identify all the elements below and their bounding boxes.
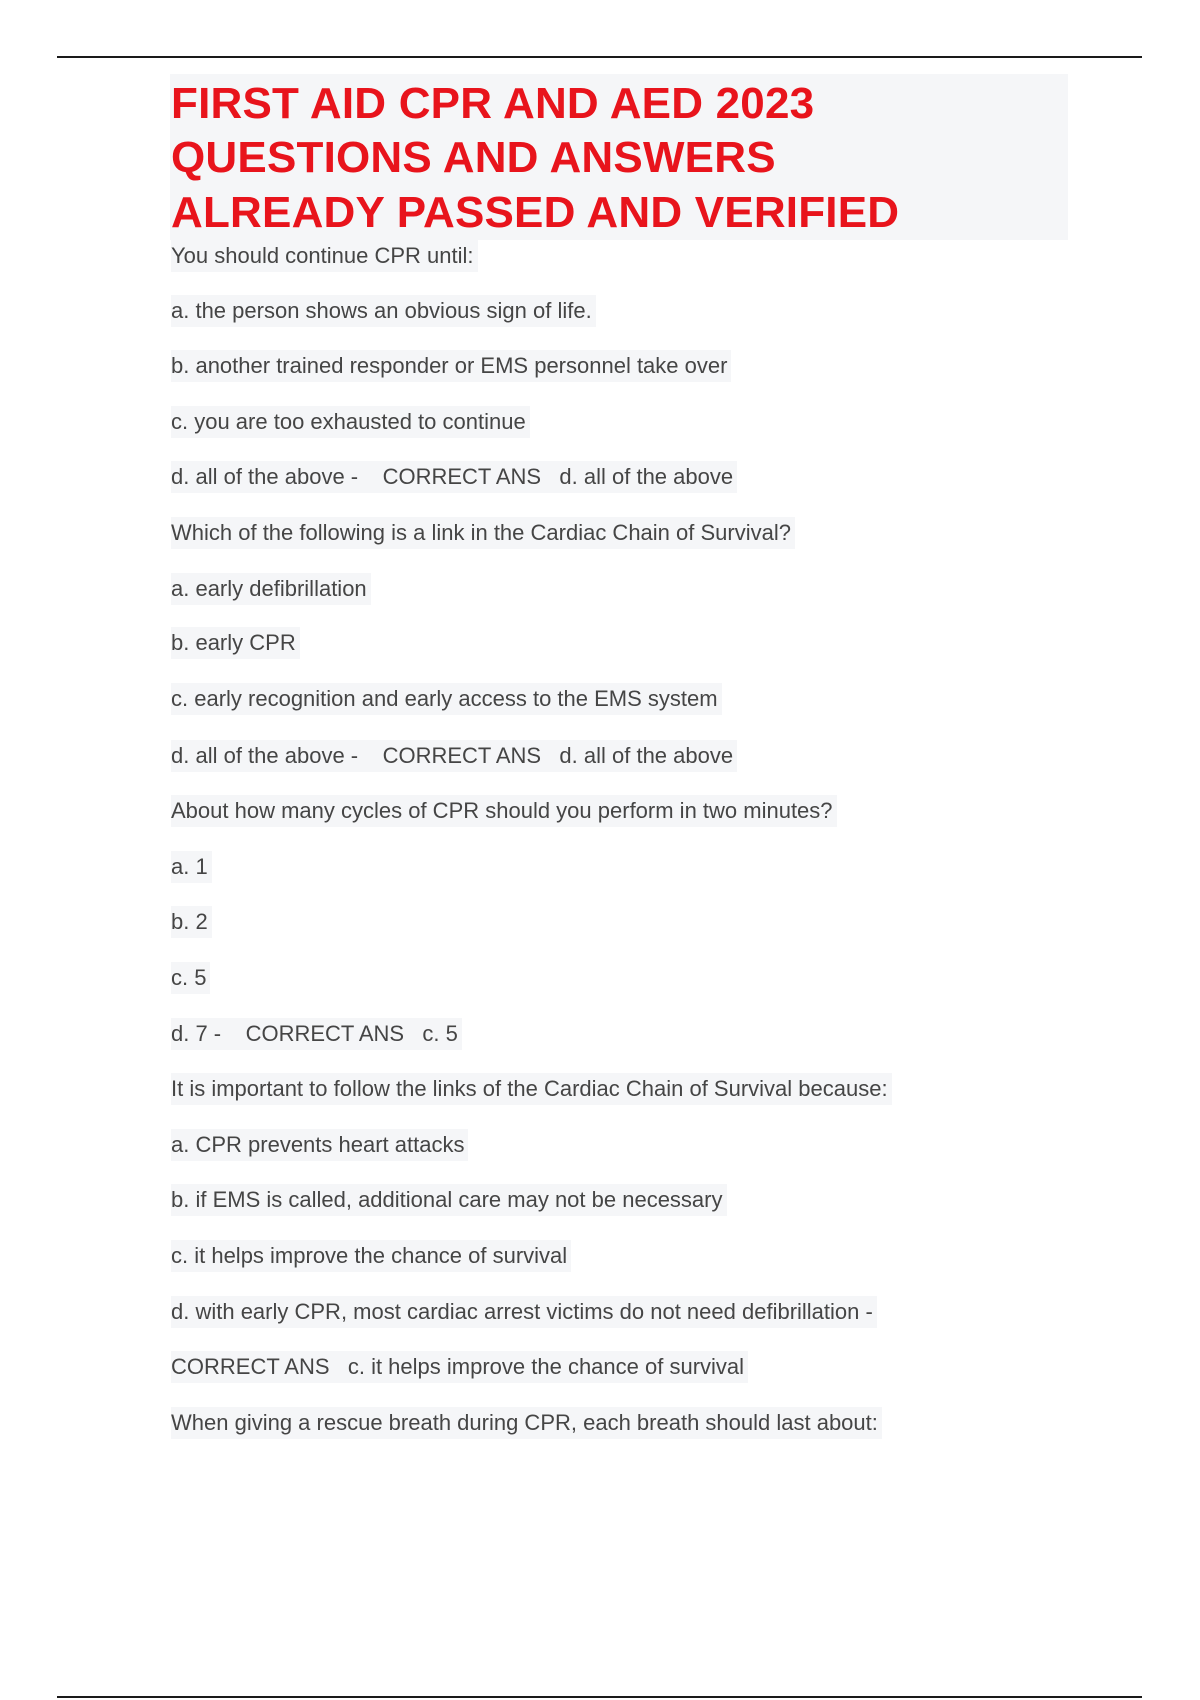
bottom-rule <box>57 1696 1142 1698</box>
answer-option-with-correct-answer: d. all of the above - CORRECT ANS d. all of the above <box>171 740 737 772</box>
answer-option: c. 5 <box>171 962 210 994</box>
answer-option: a. early defibrillation <box>171 573 371 605</box>
answer-option: b. 2 <box>171 906 212 938</box>
question-text: It is important to follow the links of the Cardiac Chain of Survival because: <box>171 1073 892 1105</box>
answer-option: d. with early CPR, most cardiac arrest victims do not need defibrillation - <box>171 1296 877 1328</box>
question-text: You should continue CPR until: <box>171 240 478 272</box>
document-title-line-2: QUESTIONS AND ANSWERS <box>171 133 776 182</box>
correct-answer-line: CORRECT ANS c. it helps improve the chance of survival <box>171 1351 748 1383</box>
answer-option: c. you are too exhausted to continue <box>171 406 530 438</box>
answer-option-with-correct-answer: d. all of the above - CORRECT ANS d. all of the above <box>171 461 737 493</box>
question-text: Which of the following is a link in the Cardiac Chain of Survival? <box>171 517 795 549</box>
top-rule <box>57 56 1142 58</box>
document-title-line-3: ALREADY PASSED AND VERIFIED <box>171 188 900 237</box>
answer-option: b. if EMS is called, additional care may not be necessary <box>171 1184 727 1216</box>
answer-option: b. early CPR <box>171 627 300 659</box>
answer-option: a. 1 <box>171 851 212 883</box>
question-text: When giving a rescue breath during CPR, each breath should last about: <box>171 1407 882 1439</box>
answer-option: b. another trained responder or EMS personnel take over <box>171 350 731 382</box>
document-title-line-1: FIRST AID CPR AND AED 2023 <box>171 79 815 128</box>
answer-option: c. early recognition and early access to the EMS system <box>171 683 722 715</box>
answer-option-with-correct-answer: d. 7 - CORRECT ANS c. 5 <box>171 1018 462 1050</box>
answer-option: c. it helps improve the chance of survival <box>171 1240 571 1272</box>
answer-option: a. CPR prevents heart attacks <box>171 1129 468 1161</box>
answer-option: a. the person shows an obvious sign of life. <box>171 295 596 327</box>
question-text: About how many cycles of CPR should you perform in two minutes? <box>171 795 837 827</box>
